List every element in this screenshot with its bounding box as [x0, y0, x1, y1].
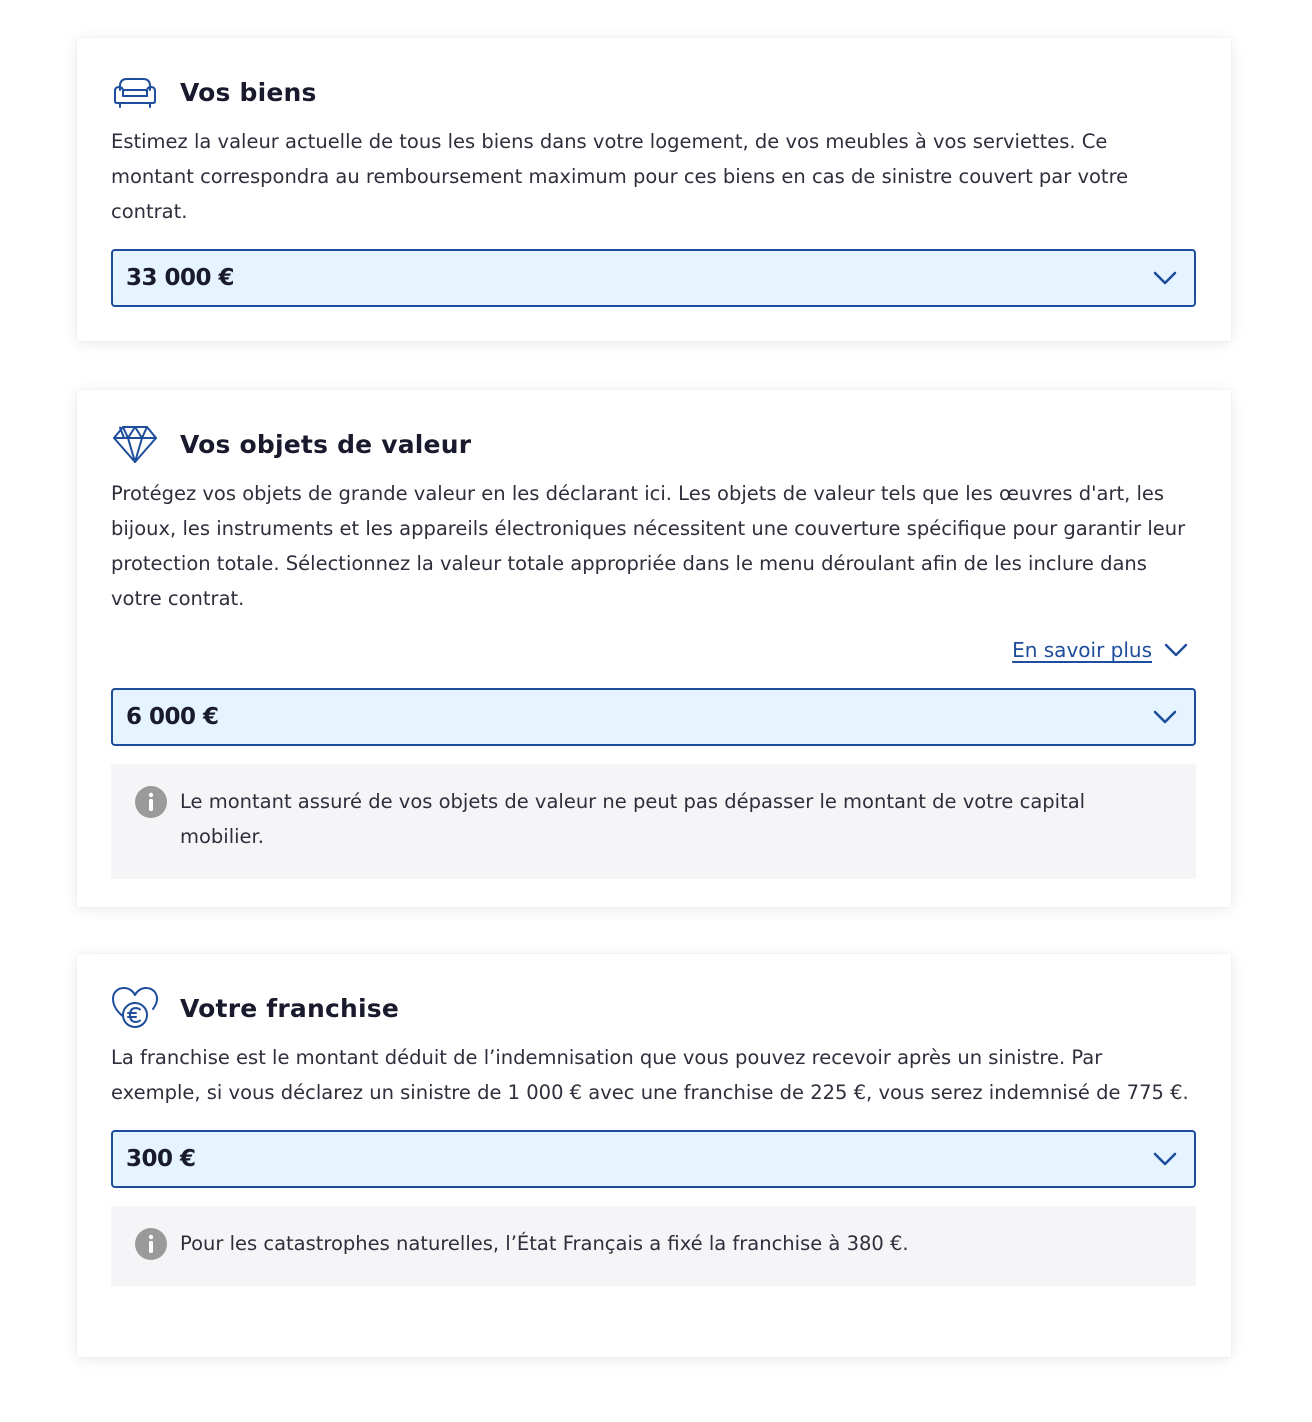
card-title: Votre franchise — [180, 993, 399, 1023]
card-vos-biens — [77, 38, 1231, 341]
info-icon — [135, 1228, 167, 1260]
info-icon — [135, 786, 167, 818]
sofa-icon — [111, 72, 159, 112]
more-info-row — [111, 630, 1196, 670]
info-text: Pour les catastrophes naturelles, l’État Français a fixé la franchise à 380 €. — [180, 1232, 909, 1255]
info-box — [111, 1206, 1196, 1286]
franchise-value-select[interactable] — [111, 1130, 1196, 1188]
objets-value-select[interactable] — [111, 688, 1196, 746]
card-description: La franchise est le montant déduit de l’indemnisation que vous pouvez recevoir après un sinistre. Par exemple, si vous déclarez un sinistre de 1 000 € avec une franchise de 225 €, vous serez indemnisé de 775 €. — [111, 1046, 1189, 1104]
card-description: Estimez la valeur actuelle de tous les biens dans votre logement, de vos meubles à vos serviettes. Ce montant correspondra au remboursement maximum pour ces biens en cas de sinistre couvert par votre contrat. — [111, 130, 1129, 223]
card-header — [111, 72, 1197, 112]
select-value: 33 000 € — [126, 265, 235, 291]
chevron-down-icon[interactable] — [1164, 643, 1188, 657]
select-value: 300 € — [126, 1146, 196, 1172]
chevron-down-icon — [1152, 709, 1178, 725]
card-title: Vos objets de valeur — [180, 429, 472, 459]
card-title: Vos biens — [180, 77, 317, 107]
info-box — [111, 764, 1196, 879]
euro-heart-icon — [111, 988, 159, 1028]
card-vos-objets-de-valeur — [77, 390, 1231, 907]
card-votre-franchise — [77, 954, 1231, 1357]
chevron-down-icon — [1152, 1151, 1178, 1167]
select-value: 6 000 € — [126, 704, 219, 730]
card-header — [111, 424, 1197, 464]
card-description: Protégez vos objets de grande valeur en les déclarant ici. Les objets de valeur tels que les œuvres d'art, les bijoux, les instruments et les appareils électroniques nécessitent une couverture spécifique pour garantir leur protection totale. Sélectionnez la valeur totale appropriée dans le menu déroulant afin de les inclure dans votre contrat. — [111, 482, 1186, 610]
card-header — [111, 988, 1197, 1028]
biens-value-select[interactable] — [111, 249, 1196, 307]
en-savoir-plus-link[interactable]: En savoir plus — [1012, 638, 1152, 662]
chevron-down-icon — [1152, 270, 1178, 286]
info-text: Le montant assuré de vos objets de valeur ne peut pas dépasser le montant de votre capital mobilier. — [180, 790, 1086, 848]
diamond-icon — [111, 424, 159, 464]
